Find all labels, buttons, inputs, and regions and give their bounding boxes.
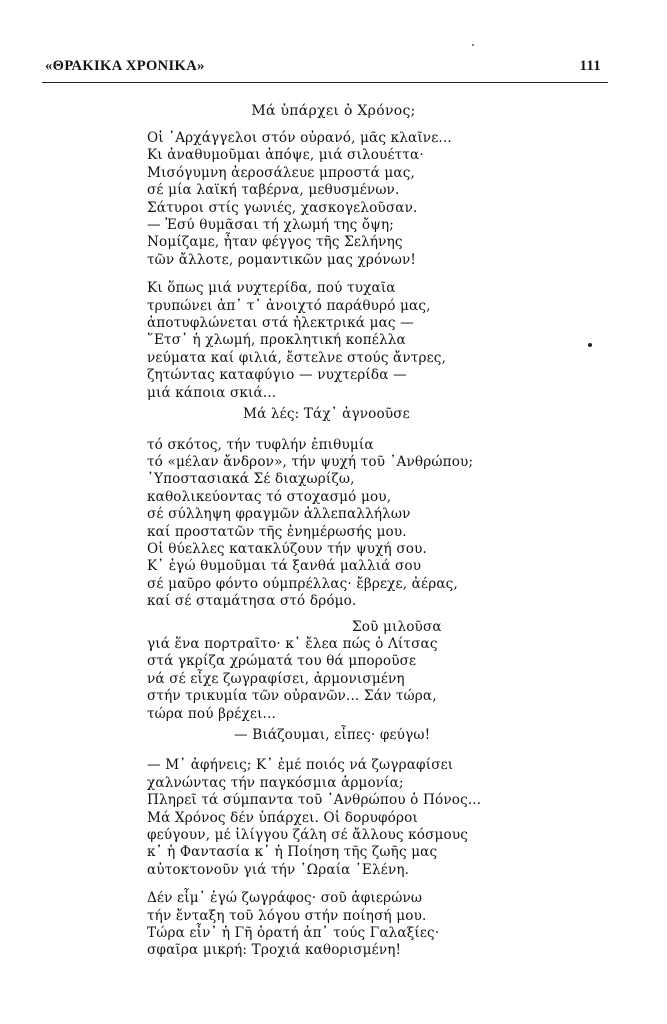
verse-line: Νομίζαμε, ἦταν φέγγος τῆς Σελήνης (147, 234, 403, 251)
header-rule (42, 82, 608, 83)
verse-line: ἀποτυφλώνεται στά ἠλεκτρικά μας — (147, 315, 414, 332)
stanza-5 (147, 757, 617, 879)
verse-line: τώρα πού βρέχει... (147, 705, 276, 722)
page-number: 111 (579, 58, 601, 74)
verse-line: στήν τρικυμία τῶν οὐρανῶν... Σάν τώρα, (147, 688, 437, 705)
verse-line: Κι ἀναθυμοῦμαι ἀπόψε, μιά σιλουέττα· (147, 147, 424, 164)
print-speck (588, 343, 592, 347)
verse-line: σφαῖρα μικρή: Τροχιά καθορισμένη! (147, 942, 402, 959)
poem-body (147, 130, 617, 971)
verse-line: τήν ἔνταξη τοῦ λόγου στήν ποίησή μου. (147, 907, 427, 924)
verse-line: τό σκότος, τήν τυφλήν ἐπιθυμία (147, 436, 374, 453)
print-speck (472, 44, 474, 46)
verse-line: — Μ᾿ ἀφήνεις; Κ᾿ ἐμέ ποιός νά ζωγραφίσει (147, 757, 454, 774)
verse-line: τρυπώνει ἀπ᾿ τ᾿ ἀνοιχτό παράθυρό μας, (147, 297, 431, 314)
verse-line: Μισόγυμνη ἀεροσάλευε μπροστά μας, (147, 164, 415, 181)
running-header (45, 58, 601, 75)
interjection-line: Σοῦ μιλοῦσα (352, 618, 442, 635)
verse-line: ῾Υποστασιακά Σέ διαχωρίζω, (147, 471, 355, 488)
verse-line: Κ᾿ ἐγώ θυμοῦμαι τά ξανθά μαλλιά σου (147, 558, 422, 575)
verse-line: Τώρα εἶν᾿ ἡ Γῆ ὁρατή ἀπ᾿ τούς Γαλαξίες· (147, 925, 440, 942)
journal-title: «ΘΡΑΚΙΚΑ ΧΡΟΝΙΚΑ» (45, 58, 205, 74)
verse-line: γιά ἕνα πορτραῖτο· κ᾿ ἔλεα πώς ὁ Λίτσας (147, 635, 438, 652)
stanza-1 (147, 130, 617, 269)
verse-line: ζητώντας καταφύγιο — νυχτερίδα — (147, 367, 407, 384)
stanza-3 (147, 437, 617, 611)
verse-line: Πληρεῖ τά σύμπαντα τοῦ ᾿Ανθρώπου ὁ Πόνος... (147, 792, 482, 809)
stanza-4 (147, 636, 617, 723)
verse-line: νά σέ εἶχε ζωγραφίσει, ἁρμονισμένη (147, 670, 405, 687)
verse-line: τό «μέλαν ἄνδρον», τήν ψυχή τοῦ ᾿Ανθρώπου; (147, 453, 474, 470)
verse-line: καθολικεύοντας τό στοχασμό μου, (147, 488, 392, 505)
verse-line: αὐτοκτονοῦν γιά τήν ῾Ωραία ῾Ελένη. (147, 861, 410, 878)
verse-line: νεύματα καί φιλιά, ἔστελνε στούς ἄντρες, (147, 349, 447, 366)
verse-line: Μά Χρόνος δέν ὑπάρχει. Οἱ δορυφόροι (147, 809, 418, 826)
verse-line: καί προστατῶν τῆς ἐνημέρωσής μου. (147, 523, 407, 540)
verse-line: τῶν ἄλλοτε, ρομαντικῶν μας χρόνων! (147, 251, 416, 268)
verse-line: Σάτυροι στίς γωνιές, χασκογελοῦσαν. (147, 199, 418, 216)
verse-line: Κι ὅπως μιά νυχτερίδα, πού τυχαῖα (147, 280, 396, 297)
verse-line: χαλνώντας τήν παγκόσμια ἁρμονία; (147, 774, 404, 791)
verse-line: σέ μία λαϊκή ταβέρνα, μεθυσμένων. (147, 182, 400, 199)
verse-line: κ᾿ ἡ Φαντασία κ᾿ ἡ Ποίηση τῆς ζωῆς μας (147, 844, 438, 861)
interjection-line: — Βιάζουμαι, εἶπες· φεύγω! (234, 727, 431, 743)
verse-line: Οἱ ᾿Αρχάγγελοι στόν οὐρανό, μᾶς κλαῖνε... (147, 130, 452, 146)
verse-line: — Ἐσύ θυμᾶσαι τή χλωμή της ὄψη; (147, 217, 394, 234)
stanza-2 (147, 280, 617, 402)
verse-line: ῞Ετσ᾿ ἡ χλωμή, προκλητική κοπέλλα (147, 332, 406, 349)
stanza-6 (147, 890, 617, 960)
interjection-line: Μά λές: Τάχ᾿ ἀγνοοῦσε (243, 406, 410, 423)
verse-line: Οἱ θύελλες κατακλύζουν τήν ψυχή σου. (147, 540, 427, 557)
verse-line: σέ μαῦρο φόντο ούμπρέλλας· ἔβρεχε, ἀέρας, (147, 575, 458, 592)
verse-line: μιά κάποια σκιά... (147, 384, 277, 401)
verse-line: σέ σύλληψη φραγμῶν ἀλλεπαλλήλων (147, 506, 411, 523)
verse-line: στά γκρίζα χρώματά του θά μποροῦσε (147, 653, 417, 670)
poem-title: Μά ὑπάρχει ὁ Χρόνος; (251, 103, 416, 119)
verse-line: καί σέ σταμάτησα στό δρόμο. (147, 593, 357, 610)
verse-line: φεύγουν, μέ ἰλίγγου ζάλη σέ ἄλλους κόσμους (147, 827, 469, 844)
verse-line: Δέν εἶμ᾿ ἐγώ ζωγράφος· σοῦ ἀφιερώνω (147, 890, 423, 907)
